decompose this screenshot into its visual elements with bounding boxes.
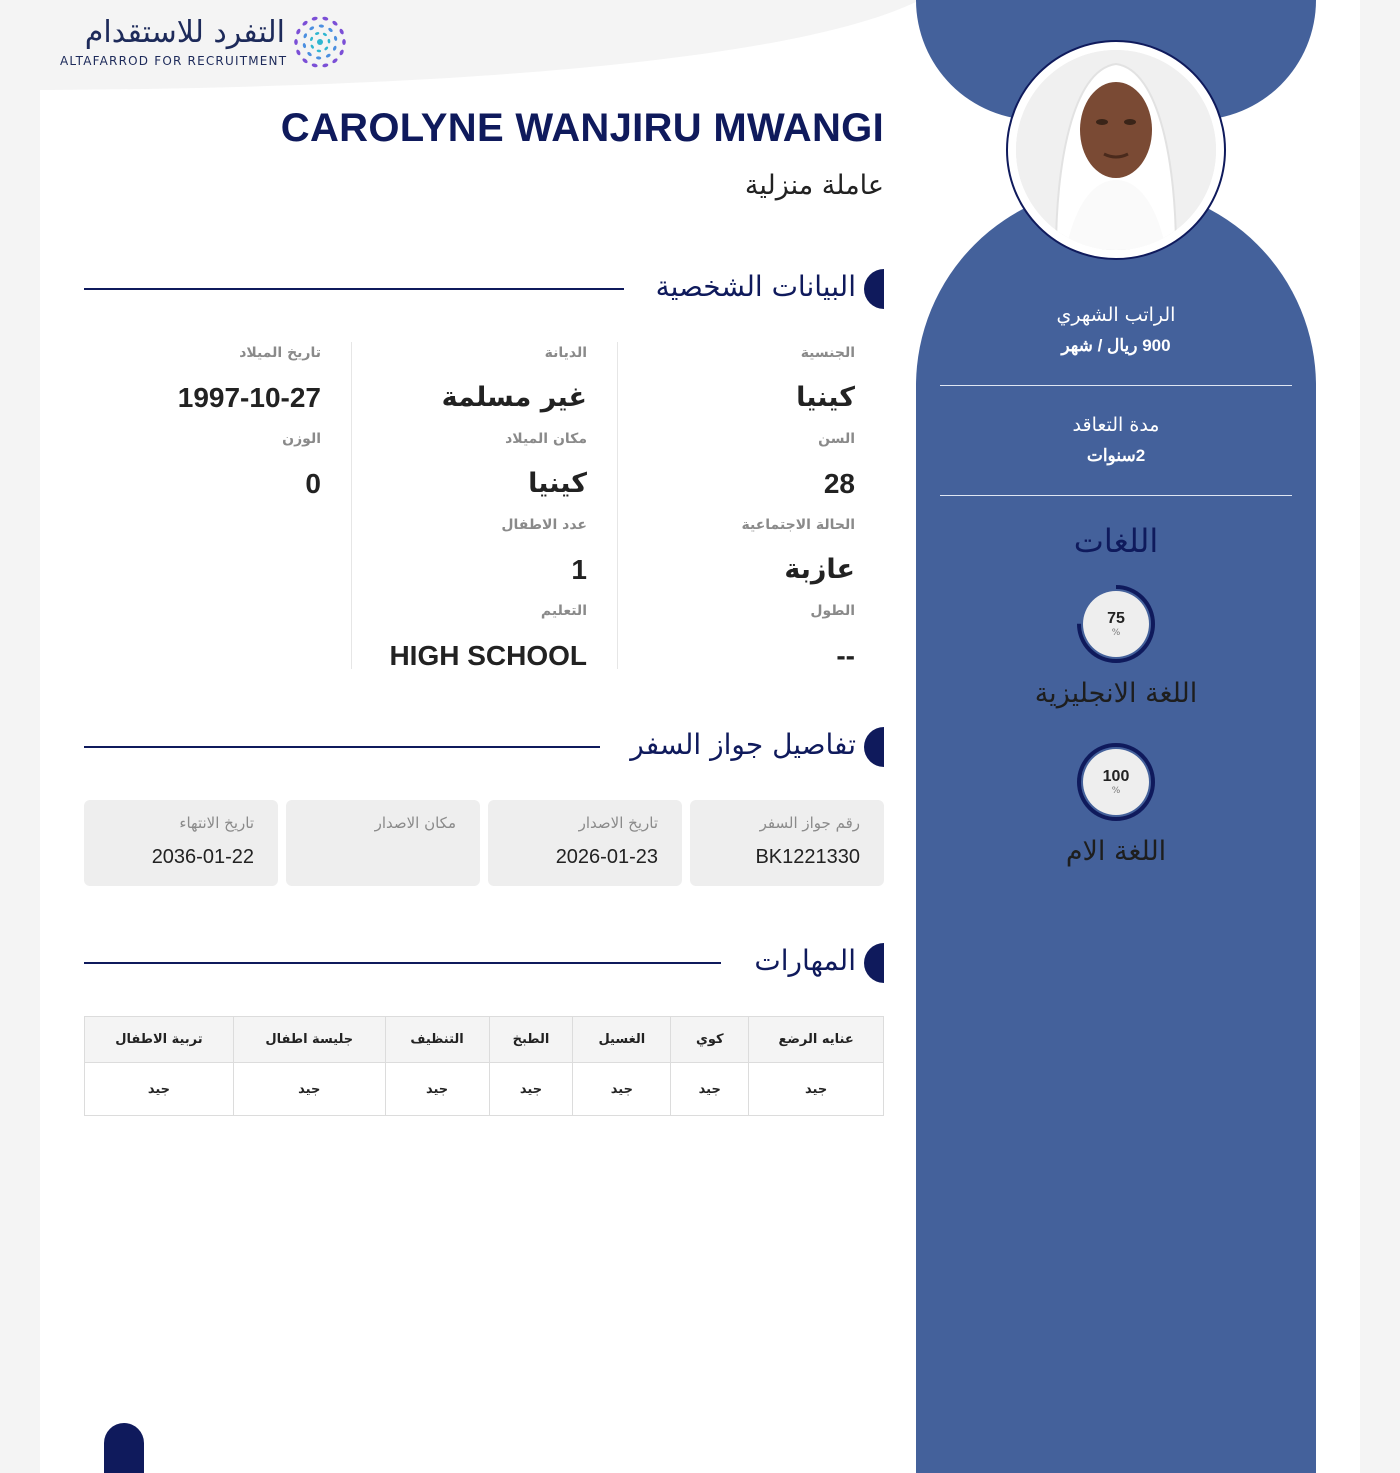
section-rule xyxy=(84,962,721,964)
info-label: الوزن xyxy=(282,431,321,447)
languages-title: اللغات xyxy=(1073,522,1159,560)
info-label: الجنسية xyxy=(800,345,855,361)
info-field-height xyxy=(810,600,855,676)
logo-dot xyxy=(332,45,337,51)
skill-header: التنظيف xyxy=(385,1017,489,1063)
logo-dot xyxy=(317,49,322,52)
profile-photo xyxy=(1016,50,1216,250)
skills-section-title: المهارات xyxy=(754,944,856,977)
info-field-education xyxy=(389,600,587,676)
info-value: 0 xyxy=(305,468,321,499)
personal-section-header xyxy=(84,269,884,309)
passport-card-issue-date xyxy=(488,800,682,886)
info-value: 1 xyxy=(571,554,587,585)
logo-dot xyxy=(311,63,318,68)
logo-dot xyxy=(307,51,313,57)
sidebar-divider xyxy=(940,385,1292,386)
language-gauge xyxy=(1076,742,1156,822)
info-field-nationality xyxy=(796,342,855,418)
logo-dot xyxy=(310,36,314,41)
passport-section-header xyxy=(84,727,884,767)
skill-header: الطبخ xyxy=(489,1017,573,1063)
info-label: مكان الميلاد xyxy=(505,431,587,447)
info-label: الحالة الاجتماعية xyxy=(741,517,855,533)
bottom-tab-marker xyxy=(104,1423,144,1473)
logo-dot xyxy=(333,35,337,41)
skill-header: كوي xyxy=(671,1017,749,1063)
language-level-value: 75 xyxy=(1107,610,1125,627)
logo-dot xyxy=(302,57,309,64)
logo-dot xyxy=(331,57,338,64)
info-value: كينيا xyxy=(528,468,587,499)
info-value: -- xyxy=(836,640,855,671)
skills-header-row xyxy=(85,1017,884,1063)
info-field-age xyxy=(818,428,855,504)
logo-dot xyxy=(339,49,345,56)
passport-card-label: تاريخ الاصدار xyxy=(578,814,658,832)
job-title: عاملة منزلية xyxy=(744,170,884,201)
language-level-percent: % xyxy=(1111,786,1121,796)
info-value: غير مسلمة xyxy=(441,382,587,413)
logo-dot xyxy=(302,20,309,27)
skills-section-header xyxy=(84,943,884,983)
passport-card-label: تاريخ الانتهاء xyxy=(179,814,254,832)
company-logo xyxy=(60,14,350,70)
logo-dots-icon xyxy=(292,14,348,70)
passport-card-value: 2026-01-23 xyxy=(555,846,658,868)
language-name: اللغة الام xyxy=(1065,836,1167,867)
logo-dot xyxy=(309,26,315,31)
skill-header: عنايه الرضع xyxy=(749,1017,884,1063)
language-level-percent: % xyxy=(1111,628,1121,638)
skill-header: تربية الاطفال xyxy=(85,1017,234,1063)
logo-dot xyxy=(294,39,298,45)
info-field-religion xyxy=(442,342,587,418)
passport-section-title: تفاصيل جواز السفر xyxy=(630,728,856,761)
salary-label: الراتب الشهري xyxy=(1056,304,1176,326)
passport-card-value: BK1221330 xyxy=(755,846,860,868)
logo-dot xyxy=(303,33,308,39)
logo-dot xyxy=(324,46,329,51)
skill-level: جيد xyxy=(85,1063,234,1116)
info-label: عدد الاطفال xyxy=(501,517,587,533)
logo-dot xyxy=(322,63,329,68)
logo-dot xyxy=(325,53,331,58)
sidebar xyxy=(916,0,1316,1473)
skill-level: جيد xyxy=(489,1063,573,1116)
info-field-weight xyxy=(282,428,321,504)
skill-level: جيد xyxy=(385,1063,489,1116)
logo-english-text: ALTAFARROD FOR RECRUITMENT xyxy=(60,54,288,68)
section-tab-marker xyxy=(864,269,884,309)
contract-value: 2سنوات xyxy=(1086,446,1146,465)
personal-info-column xyxy=(618,342,885,669)
logo-dot xyxy=(339,28,345,35)
sidebar-body xyxy=(916,186,1316,1473)
skill-header: جليسة اطفال xyxy=(233,1017,385,1063)
skill-level: جيد xyxy=(233,1063,385,1116)
skills-level-row xyxy=(85,1063,884,1116)
skill-level: جيد xyxy=(573,1063,671,1116)
logo-dot xyxy=(310,44,315,49)
passport-card-expiry-date xyxy=(84,800,278,886)
info-value: 28 xyxy=(823,468,855,499)
info-field-marital-status xyxy=(742,514,855,590)
logo-dot xyxy=(331,20,338,27)
logo-dot xyxy=(319,24,324,28)
personal-info-column xyxy=(84,342,351,669)
logo-dot xyxy=(327,27,333,33)
info-label: تاريخ الميلاد xyxy=(239,345,321,361)
contract-label: مدة التعاقد xyxy=(1072,414,1160,436)
info-field-birth-date xyxy=(178,342,321,418)
language-level-value: 100 xyxy=(1102,768,1130,785)
info-value: 1997-10-27 xyxy=(177,382,321,413)
info-label: السن xyxy=(818,431,855,447)
logo-dot xyxy=(327,39,330,44)
info-value: HIGH SCHOOL xyxy=(389,640,587,671)
logo-dot xyxy=(311,16,318,21)
section-tab-marker xyxy=(864,727,884,767)
logo-dot xyxy=(322,32,327,37)
info-value: عازبة xyxy=(784,554,855,585)
sidebar-divider xyxy=(940,495,1292,496)
section-tab-marker xyxy=(864,943,884,983)
passport-card-issue-place xyxy=(286,800,480,886)
info-label: الطول xyxy=(810,603,855,619)
language-name: اللغة الانجليزية xyxy=(1034,678,1198,709)
section-rule xyxy=(84,746,600,748)
salary-value: 900 ريال / شهر xyxy=(1061,336,1171,355)
passport-card-label: رقم جواز السفر xyxy=(759,814,860,832)
info-label: التعليم xyxy=(540,603,587,619)
skills-table xyxy=(84,1016,884,1116)
skill-level: جيد xyxy=(749,1063,884,1116)
logo-arabic-text: التفرد للاستقدام xyxy=(84,15,285,50)
language-gauge xyxy=(1076,584,1156,664)
logo-dot xyxy=(295,28,301,35)
logo-dot xyxy=(315,32,320,36)
skill-level: جيد xyxy=(671,1063,749,1116)
passport-card-number xyxy=(690,800,884,886)
info-field-children xyxy=(501,514,587,590)
personal-info-column xyxy=(351,342,618,669)
logo-dot xyxy=(295,49,301,56)
personal-section-title: البيانات الشخصية xyxy=(655,270,856,303)
passport-card-label: مكان الاصدار xyxy=(374,814,456,832)
section-rule xyxy=(84,288,624,290)
skill-header: الغسيل xyxy=(573,1017,671,1063)
profile-photo-frame xyxy=(1006,40,1226,260)
info-value: كينيا xyxy=(796,382,855,413)
logo-dot xyxy=(317,39,323,45)
info-field-birthplace xyxy=(505,428,587,504)
logo-dot xyxy=(322,16,329,21)
passport-card-value: 2036-01-22 xyxy=(151,846,254,868)
logo-dot xyxy=(342,39,346,45)
candidate-name: CAROLYNE WANJIRU MWANGI xyxy=(280,106,884,150)
logo-dot xyxy=(302,43,306,49)
logo-dot xyxy=(316,56,321,60)
info-label: الديانة xyxy=(544,345,587,361)
